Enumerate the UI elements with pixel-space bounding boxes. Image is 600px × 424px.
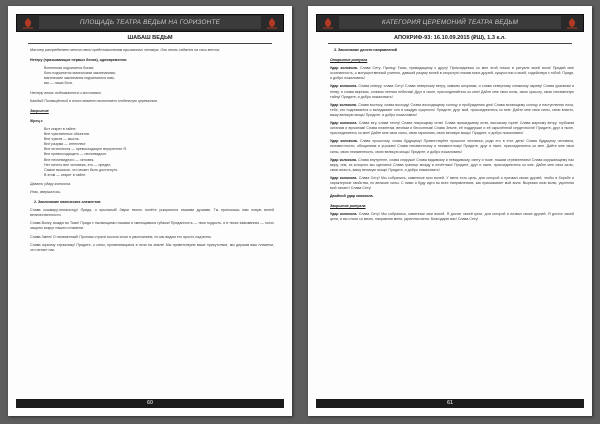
paragraph bbox=[330, 84, 574, 99]
paragraph bbox=[330, 176, 574, 191]
intro-text: Мастер распределяет места пяти представителям призванных четверг. Они вновь садятся на свои места. bbox=[30, 48, 220, 52]
paragraph-text: Слава северу, слава Сету! Слава северному ветру, зимним штормам, и слава северному снежному зареву! Слава ураганам и гневу, и слава мирным, сонным летним небесам! Друг и ныне, присоединяйтесь ко мне! Дайте мне свои силы, свою красоту, свою неизменную тайну! Придите, и добро пожаловать! bbox=[330, 84, 574, 99]
paragraph-text: Слава востоку, слава восходу! Слава восходящему солнцу и пробуждению дня! Слава встающему солнцу и наступлению ночи, тебе, кто поднимается и вкладывает сон в каждую сущность! Придите, друг мой, присоединитесь ко мне. Дайте мне свои силы, свою власть, вашу великую мощь! Придите, и добро пожаловать! bbox=[330, 102, 574, 117]
left-content bbox=[30, 48, 274, 394]
paragraph bbox=[330, 103, 574, 118]
bell-strike-label: Удар колокола. bbox=[330, 212, 358, 217]
verse-line: Вне интеллекта — превосходящее внутреннее Я. bbox=[44, 147, 127, 152]
paragraph: Слава зоркому стражнику! Придите, о силы, проявляющиеся в ночи на земле! Мы приветствуем ваше присутствие, мы держим ваш пламени, что питает нас. bbox=[30, 242, 274, 252]
flame-crest-icon bbox=[564, 16, 580, 29]
left-header-title: ПЛОЩАДЬ ТЕАТРА ВЕДЬМ НА ГОРИЗОНТЕ bbox=[39, 16, 261, 29]
bell-strike-label: Удар колокола. bbox=[330, 121, 358, 126]
paragraph-text: Слава прошлому, слава будущему! Приветствуйте прошлое человека, роди его в этот день! Слава будущему человека, неизвестности, обещаниям и угрозам! Слава неизвестному и неизвестному! Придите, друг и ныне, присоединитесь ко мне. Дайте мне свои силы, свою неизменность, свою великую мощь! Придите, и добро пожаловать! bbox=[330, 139, 574, 154]
left-footer-band bbox=[16, 399, 284, 408]
verse-line: магические заклинания подчиняются нам; bbox=[44, 76, 115, 81]
verse-line: Нет ничего вне человека, это — предел, bbox=[44, 162, 112, 167]
heading-ritual-closing: Закрытие ритуала bbox=[330, 204, 366, 209]
verse-line: мы — наши боги. bbox=[44, 81, 73, 86]
note-text: Нетеру вновь поднимаются и восславят. bbox=[30, 90, 102, 95]
bell-strike-label: Удар колокола. bbox=[330, 157, 358, 162]
paragraph bbox=[330, 121, 574, 136]
verse-block-1 bbox=[30, 66, 274, 86]
double-bell-label: Двойной удар колокола. bbox=[330, 194, 374, 199]
right-header-title: КАТЕГОРИЯ ЦЕРЕМОНИЙ ТЕАТРА ВЕДЬМ bbox=[339, 16, 561, 29]
paragraph bbox=[330, 66, 574, 81]
verse-line: Вне превосходящего — неочевидное. bbox=[44, 152, 108, 157]
verse-block-2 bbox=[30, 127, 274, 178]
page-number: 61 bbox=[447, 400, 453, 406]
paragraph-text: Слава югу, слава теплу! Слава ликующему огню! Слава пришедшему огню, высокому горне! Слава жаркому ветру, глубоким океанам и вулканам! Слава планетам, вечным и бессонным! Слава Земле, её поддержке и её окрылённой сердечности! Придите, друг и ныне, присоединитесь ко мне! Дайте мне свои силы, свою гармонию, свою великую мощь! Придите, и добро пожаловать! bbox=[330, 121, 574, 136]
paragraph: Слава Змею! О неизменный! Пронзая страхи тысячи сном и умолчанием, но мы видим его ярость над всем. bbox=[30, 234, 212, 239]
right-subtitle: АПОКРИФ-93: 16.10.09.2015 (₽Ш), 1.3 к.л. bbox=[328, 33, 572, 44]
flame-crest-icon bbox=[20, 16, 36, 29]
left-header-band bbox=[16, 14, 284, 32]
right-page bbox=[308, 6, 592, 416]
left-subtitle: ШАБАШ ВЕДЬМ bbox=[28, 33, 272, 44]
verse-line: Вне разума — интеллект. bbox=[44, 142, 87, 147]
bell-strike-label: Удар колокола. bbox=[330, 139, 358, 144]
verse-line: Вне неочевидного — человек. bbox=[44, 157, 95, 162]
heading-priest: Жрец с bbox=[30, 118, 43, 123]
verse-line: Самое высокое, что может быть достигнуто. bbox=[44, 167, 119, 172]
paragraph-text: Слава Сету, Принцу Тьмы, приводящему к другу! Присоединись ко мне этой ночью в ритуале моей воли! Придай мне осознанность, о могущественный учитель, давший разуму волей в открытую глазам моих друзей, сущностью и моей, содействуя с тобой. Придя, и добро пожаловать! bbox=[330, 66, 574, 81]
left-page bbox=[8, 6, 292, 416]
page-number: 60 bbox=[147, 400, 153, 406]
right-footer-band bbox=[316, 399, 584, 408]
flame-crest-icon bbox=[320, 16, 336, 29]
bell-strike-label: Удар колокола. bbox=[330, 84, 358, 89]
heading-opening: Открытие ритуала bbox=[330, 58, 368, 63]
paragraph-text: Слава внутренне, слава снаружи! Слава видимому и невидимому, свету и тьме, нашим стремлениям! Слава окружающему нас миру, тем, из которого мы сделаны! Слава границе между и нечётным! Придите, друг и ныне, присоединитесь ко мне. Дайте мне свои силы, свою власть, вашу великую мощь! Придите, и добро пожаловать! bbox=[330, 157, 574, 172]
verse-line: Вселенная подчинится богам; bbox=[44, 66, 95, 71]
verse-line: Вне чувственных объектов. bbox=[44, 132, 90, 137]
paragraph-text: Слава Сету! Мы собрались, каменные мои волей. Я достиг своей цели, для которой я позвал своих друзей. Я достиг своей цели, и вы стали со мною, направляя меня, укрепляя меня. Благодарю вас! Слава Сету! bbox=[330, 212, 574, 222]
section-heading: 2. Заклинание магических элементов bbox=[34, 200, 101, 205]
verse-line: Вот секрет в тайне: bbox=[44, 126, 77, 131]
bell-strike-label: Удар колокола. bbox=[330, 175, 358, 180]
right-content bbox=[330, 48, 574, 394]
verse-line: Вне чувств — мысль. bbox=[44, 137, 80, 142]
paragraph: Слава Волку, вождю во Тьме! Придя с пылающими глазами и смеющимися губами! Преданность — твоя гордость, и в твоих завываниях — голос защиты вокруг нашего пламени. bbox=[30, 221, 274, 231]
heading-closing: Закрытие bbox=[30, 108, 49, 113]
bell-strike-label: Удар колокола. bbox=[330, 66, 358, 71]
note-text: Каждый Посвящённый в этот момент выполняет отдельную церемонию. bbox=[30, 98, 159, 103]
paragraph: Слава кошмару-ненасытцу! Придя, о крылатый! Звуки твоего полёта ускоряются нашими душами. Ты приносишь нам новую волей величественности. bbox=[30, 208, 274, 218]
note-text: Итак, свершилось. bbox=[30, 189, 62, 194]
paragraph bbox=[330, 158, 574, 173]
heading-neteru: Нетеру (призывающие первых богов), одновременно: bbox=[30, 58, 128, 63]
paragraph-text: Слава Сету! Мы собрались, каменные мои волей. У меня есть цель, для которой я призвал своих друзей, чтобы в борьбе и характерные свойства, но великие силы. С ними я буду идти во всех направлениях, как приказывает мой воля. Вырезаю мою волю, укрепляя мой талант! Слава Сету! bbox=[330, 175, 574, 191]
flame-crest-icon bbox=[264, 16, 280, 29]
verse-line: боги подчинятся магическим заклинаниям; bbox=[44, 71, 116, 76]
bell-strike-label: Удар колокола. bbox=[330, 102, 358, 107]
paragraph bbox=[330, 139, 574, 154]
verse-line: В этом — секрет в тайне. bbox=[44, 172, 87, 177]
paragraph bbox=[330, 212, 574, 222]
right-header-band bbox=[316, 14, 584, 32]
section-heading: 3. Заклинание десяти направлений bbox=[334, 48, 397, 52]
note-text: Давать удару колокола. bbox=[30, 181, 71, 186]
